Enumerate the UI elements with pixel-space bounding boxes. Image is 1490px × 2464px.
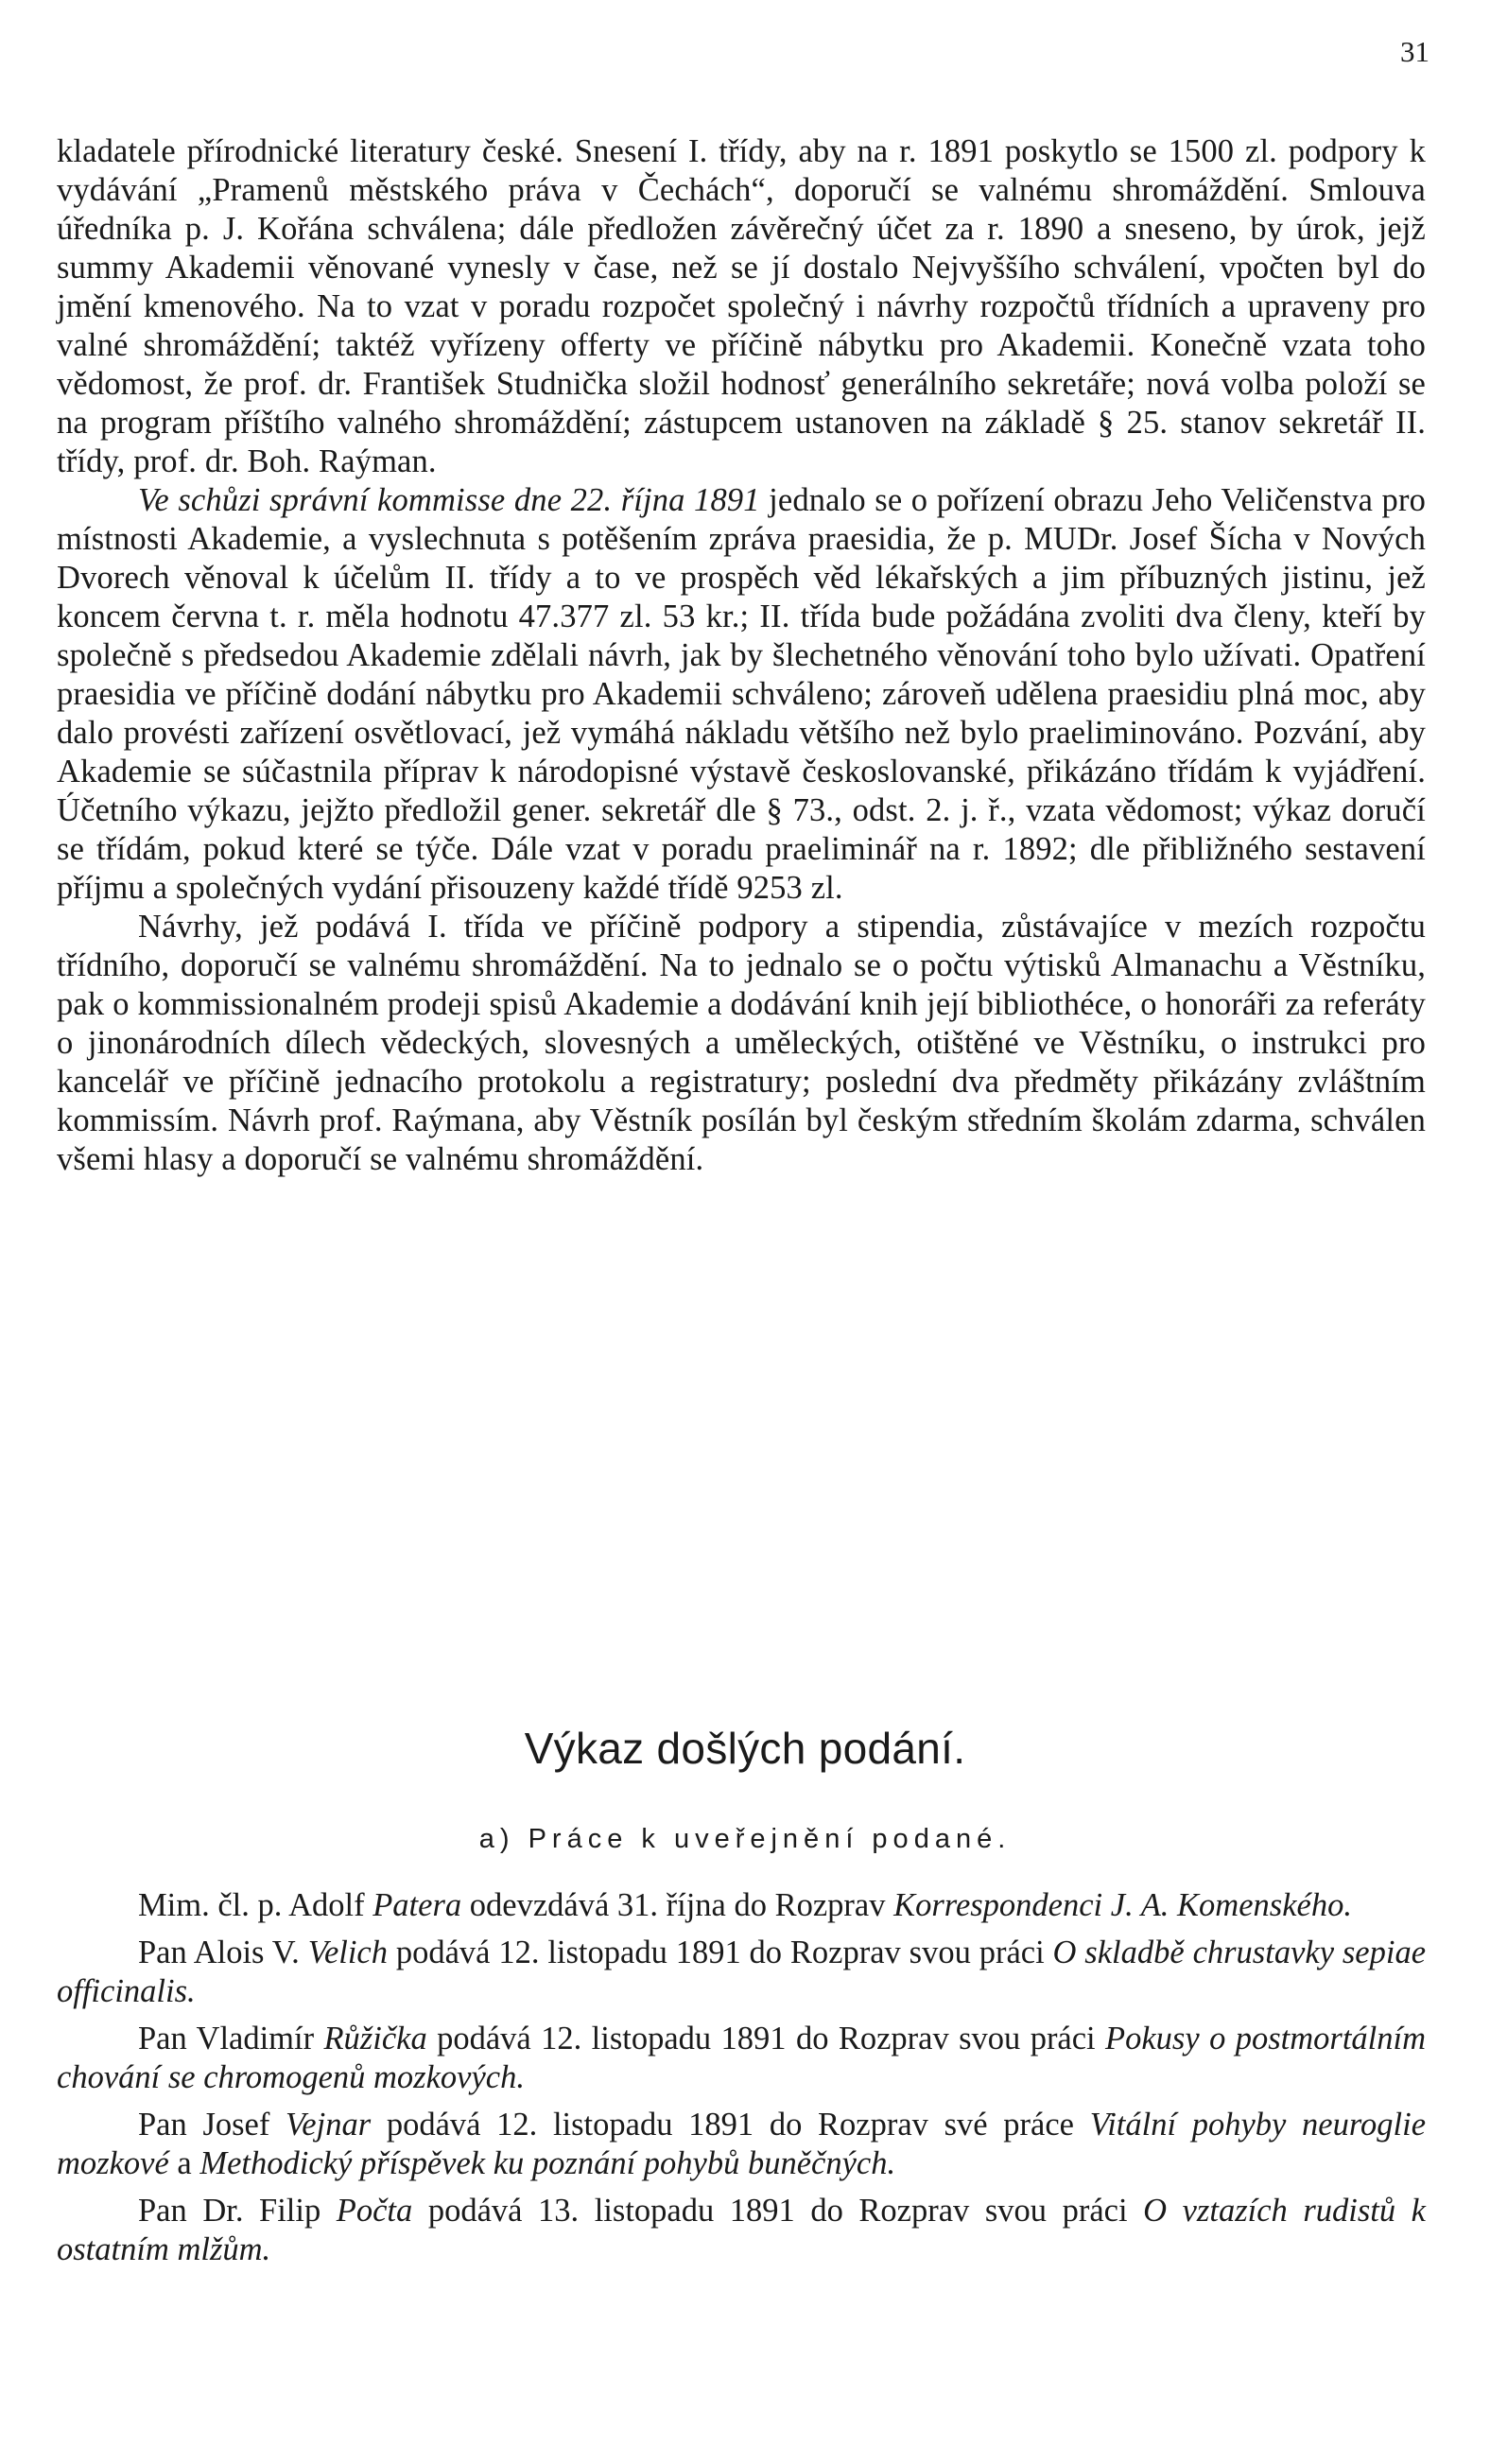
paragraph-3: Návrhy, jež podává I. třída ve příčině podpory a stipendia, zůstávajíce v mezích rozpočtu třídního, doporučí se valnému shromáždění. Na to jednalo se o počtu výtisků Almanachu a Věstníku, pak o kommissionalném prodeji spisů Akademie a dodávání knih její bibliothéce, o honoráři za referáty o jinonárodních dílech vědeckých, slovesných a uměleckých, otištěné ve Věstníku, o instrukci pro kancelář ve příčině jednacího protokolu a registratury; poslední dva předměty přikázány zvláštním kommissím. Návrh prof. Raýmana, aby Věstník posílán byl českým středním školám zdarma, schválen všemi hlasy a doporučí se valnému shromáždění. <box>57 909 1426 1177</box>
work-title: Pokusy o postmortálním chování se chromogenů mozkových. <box>57 2021 1426 2095</box>
work-title: O vztazích rudistů k ostatním mlžům. <box>57 2193 1426 2267</box>
author-name: Patera <box>372 1887 462 1923</box>
submission-entry <box>57 1934 1426 2011</box>
section-subheading: a) Práce k uveřejnění podané. <box>478 1824 1012 1854</box>
author-name: Vejnar <box>286 2107 372 2143</box>
entry-prefix: Pan Dr. Filip <box>138 2193 337 2229</box>
submission-entry <box>57 2106 1426 2183</box>
work-title: Korrespondenci J. A. Komenského. <box>893 1887 1352 1923</box>
entry-prefix: Pan Vladimír <box>138 2021 324 2056</box>
entry-text: podává 12. listopadu 1891 do Rozprav své práce <box>371 2107 1090 2143</box>
submission-list <box>57 1886 1426 2269</box>
entry-text: podává 13. listopadu 1891 do Rozprav svou práci <box>412 2193 1144 2229</box>
entry-prefix: Pan Josef <box>138 2107 286 2143</box>
author-name: Růžička <box>323 2021 427 2056</box>
paragraph-2 <box>57 481 1426 908</box>
entry-text: odevzdává 31. října do Rozprav <box>461 1887 894 1923</box>
section-heading: Výkaz došlých podání. <box>524 1724 966 1773</box>
work-title: Vitální pohyby neuroglie mozkové <box>57 2107 1427 2181</box>
submission-entry <box>57 2192 1426 2269</box>
meeting-title: Ve schůzi správní kommisse dne 22. října 1891 <box>138 482 760 518</box>
entry-joiner: a <box>168 2145 200 2181</box>
entry-prefix: Mim. čl. p. Adolf <box>138 1887 373 1923</box>
work-title-2: Methodický příspěvek ku poznání pohybů buněčných. <box>199 2145 896 2181</box>
body-text <box>57 132 1426 1179</box>
paragraph-1: kladatele přírodnické literatury české. Snesení I. třídy, aby na r. 1891 poskytlo se 1500 zl. podpory k vydávání „Pramenů městského práva v Čechách“, doporučí se valnému shromáždění. Smlouva úředníka p. J. Kořána schválena; dále předložen závěrečný účet za r. 1890 a sneseno, by úrok, jejž summy Akademii věnované vynesly v čase, než se jí dostalo Nejvyššího schválení, vpočten byl do jmění kmenového. Na to vzat v poradu rozpočet společný i návrhy rozpočtů třídních a upraveny pro valné shromáždění; taktéž vyřízeny offerty ve příčině nábytku pro Akademii. Konečně vzata toho vědomost, že prof. dr. František Studnička složil hodnosť generálního sekretáře; nová volba položí se na program příštího valného shromáždění; zástupcem ustanoven na základě § 25. stanov sekretář II. třídy, prof. dr. Boh. Raýman. <box>57 133 1426 479</box>
page-number: 31 <box>1400 35 1429 68</box>
author-name: Počta <box>336 2193 413 2229</box>
author-name: Velich <box>307 1935 388 1970</box>
paragraph-2-text: jednalo se o pořízení obrazu Jeho Veličenstva pro místnosti Akademie, a vyslechnuta s potěšením zpráva praesidia, že p. MUDr. Josef Šícha v Nových Dvorech věnoval k účelům II. třídy a to ve prospěch věd lékařských a jim příbuzných jistinu, jež koncem června t. r. měla hodnotu 47.377 zl. 53 kr.; II. třída bude požádána zvoliti dva členy, kteří by společně s předsedou Akademie zdělali návrh, jak by šlechetného věnování toho bylo užívati. Opatření praesidia ve příčině dodání nábytku pro Akademii schváleno; zároveň udělena praesidiu plná moc, aby dalo provésti zařízení osvětlovací, jež vymáhá nákladu většího než bylo praeliminováno. Pozvání, aby Akademie se súčastnila příprav k národopisné výstavě českoslovanské, přikázáno třídám k vyjádření. Účetního výkazu, jejžto předložil gener. sekretář dle § 73., odst. 2. j. ř., vzata vědomost; výkaz doručí se třídám, pokud které se týče. Dále vzat v poradu praeliminář na r. 1892; dle přibližného sestavení příjmu a společných vydání přisouzeny každé třídě 9253 zl. <box>57 482 1426 906</box>
entry-text: podává 12. listopadu 1891 do Rozprav svou práci <box>426 2021 1106 2056</box>
entry-text: podává 12. listopadu 1891 do Rozprav svou práci <box>387 1935 1053 1970</box>
submission-entry <box>57 1886 1426 1925</box>
entry-prefix: Pan Alois V. <box>138 1935 308 1970</box>
work-title: O skladbě chrustavky sepiae officinalis. <box>57 1935 1427 2009</box>
submission-entry <box>57 2020 1426 2097</box>
